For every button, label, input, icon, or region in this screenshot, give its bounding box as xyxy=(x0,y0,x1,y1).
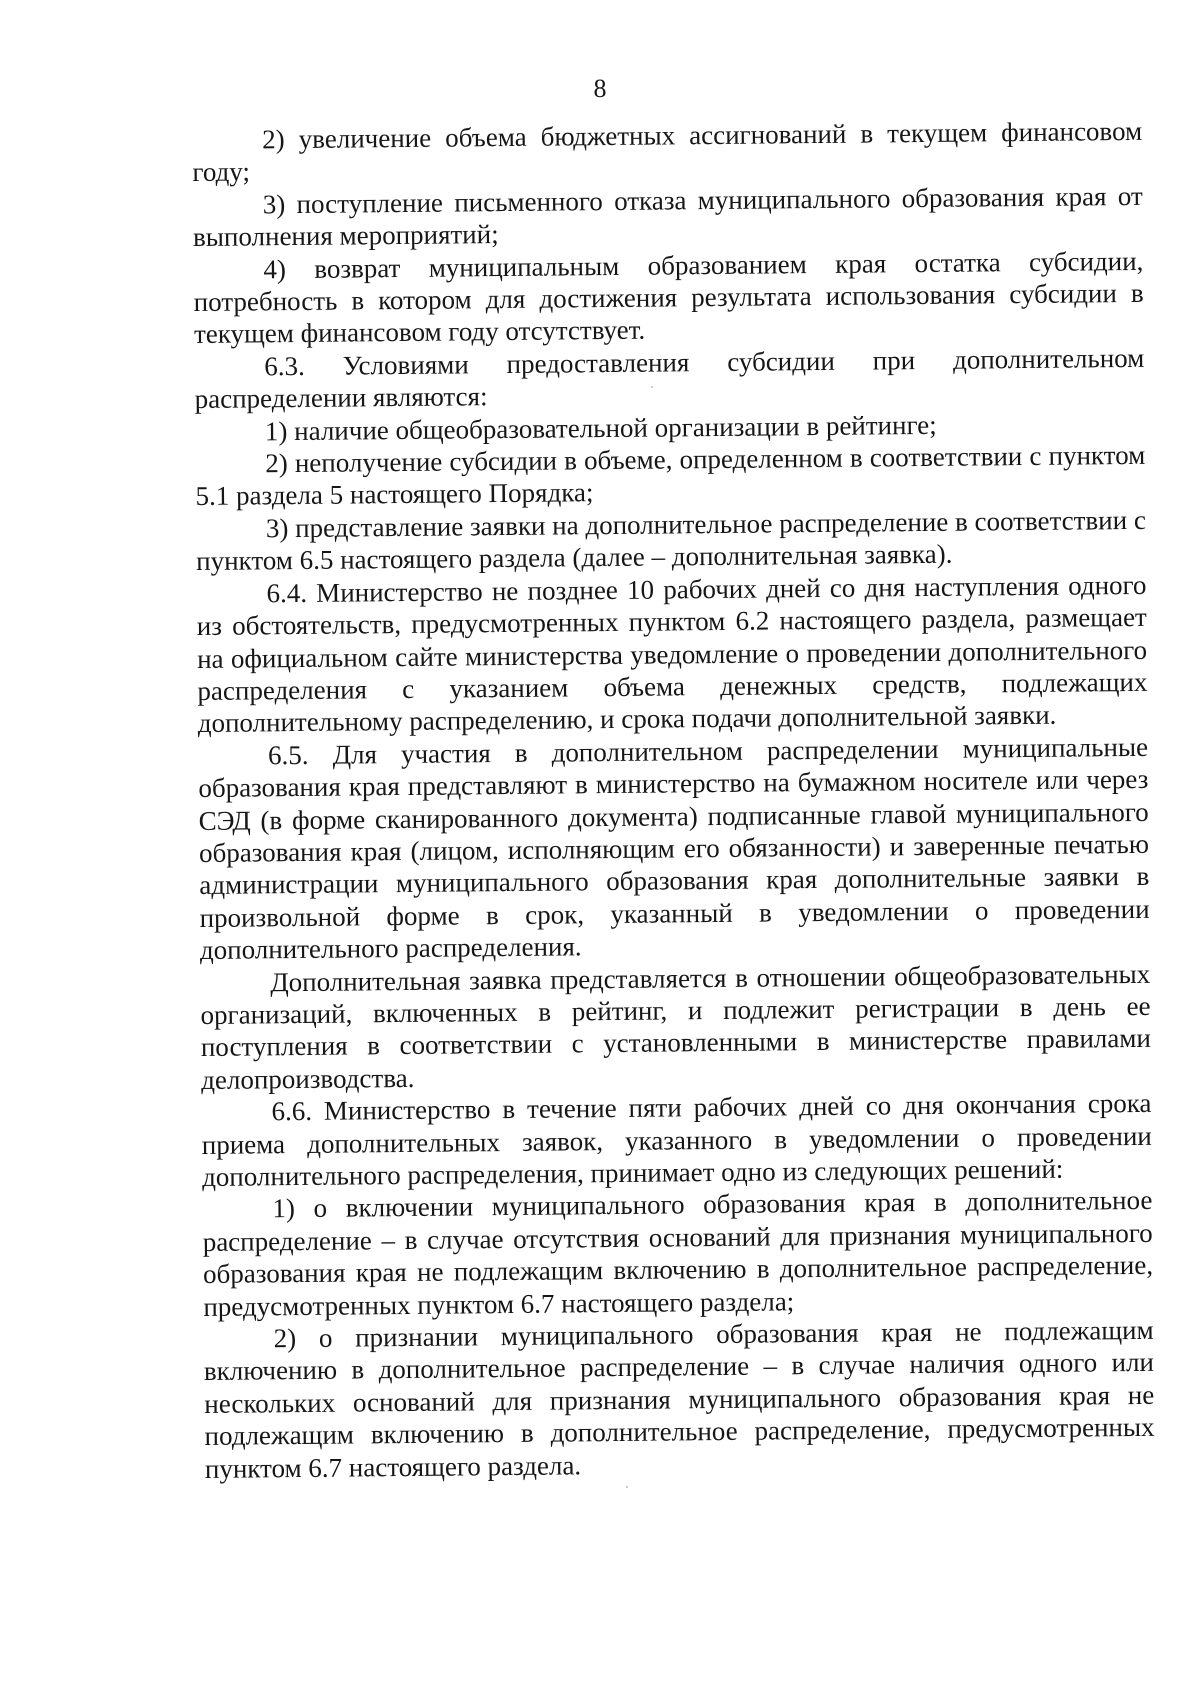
paragraph-6-3-3-application: 3) представление заявки на дополнительное распределение в соответствии с пунктом 6.5 настоящего раздела (далее – дополнительная заявка). xyxy=(196,504,1146,577)
paragraph-6-3-1-rating: 1) наличие общеобразовательной организации в рейтинге; xyxy=(264,409,937,446)
scan-speck xyxy=(626,1486,628,1488)
paragraph-2-budget-increase: 2) увеличение объема бюджетных ассигнований в текущем финансовом году; xyxy=(192,115,1143,188)
paragraph-6-6-decision: 6.6. Министерство в течение пяти рабочих дней со дня окончания срока приема дополнительных заявок, указанного в уведомлении о проведении дополнительного распределения, принимает одно из следующих решений: xyxy=(201,1088,1152,1192)
paragraph-6-6-1-inclusion: 1) о включении муниципального образования края в дополнительное распределение – в случае отсутствия оснований для признания муниципального образования края не подлежащим включению в дополнительное распределение, предусмотренных пунктом 6.7 настоящего раздела; xyxy=(202,1185,1154,1322)
document-body xyxy=(192,115,1155,1485)
paragraph-3-written-refusal: 3) поступление письменного отказа муниципального образования края от выполнения мероприятий; xyxy=(192,180,1143,253)
page-number: 8 xyxy=(593,74,607,103)
paragraph-6-3-2-non-receipt: 2) неполучение субсидии в объеме, определенном в соответствии с пунктом 5.1 раздела 5 настоящего Порядка; xyxy=(195,439,1146,512)
paragraph-6-3-conditions: 6.3. Условиями предоставления субсидии при дополнительном распределении являются: xyxy=(194,342,1145,415)
paragraph-additional-application: Дополнительная заявка представляется в отношении общеобразовательных организаций, включенных в рейтинг, и подлежит регистрации в день ее поступления в соответствии с установленными в министерстве правилами делопроизводства. xyxy=(200,958,1151,1095)
paragraph-4-subsidy-return: 4) возврат муниципальным образованием края остатка субсидии, потребность в котором для достижения результата использования субсидии в текущем финансовом году отсутствует. xyxy=(193,245,1144,350)
paragraph-6-6-2-exclusion: 2) о признании муниципального образования края не подлежащим включению в дополнительное распределение – в случае наличия одного или нескольких оснований для признания муниципального образования края не подлежащим включению в дополнительное распределение, предусмотренных пунктом 6.7 настоящего раздела. xyxy=(203,1314,1155,1484)
scan-speck xyxy=(651,386,653,388)
paragraph-6-5-participation: 6.5. Для участия в дополнительном распределении муниципальные образования края представляют в министерство на бумажном носителе или через СЭД (в форме сканированного документа) подписанные главой муниципального образования края (лицом, исполняющим его обязанности) и заверенные печатью администрации муниципального образования края дополнительные заявки в произвольной форме в срок, указанный в уведомлении о проведении дополнительного распределения. xyxy=(198,731,1150,966)
paragraph-6-4-notification: 6.4. Министерство не позднее 10 рабочих дней со дня наступления одного из обстоятельств, предусмотренных пунктом 6.2 настоящего раздела, размещает на официальном сайте министерства уведомление о проведении дополнительного распределения с указанием объема денежных средств, подлежащих дополнительному распределению, и срока подачи дополнительной заявки. xyxy=(196,569,1148,739)
